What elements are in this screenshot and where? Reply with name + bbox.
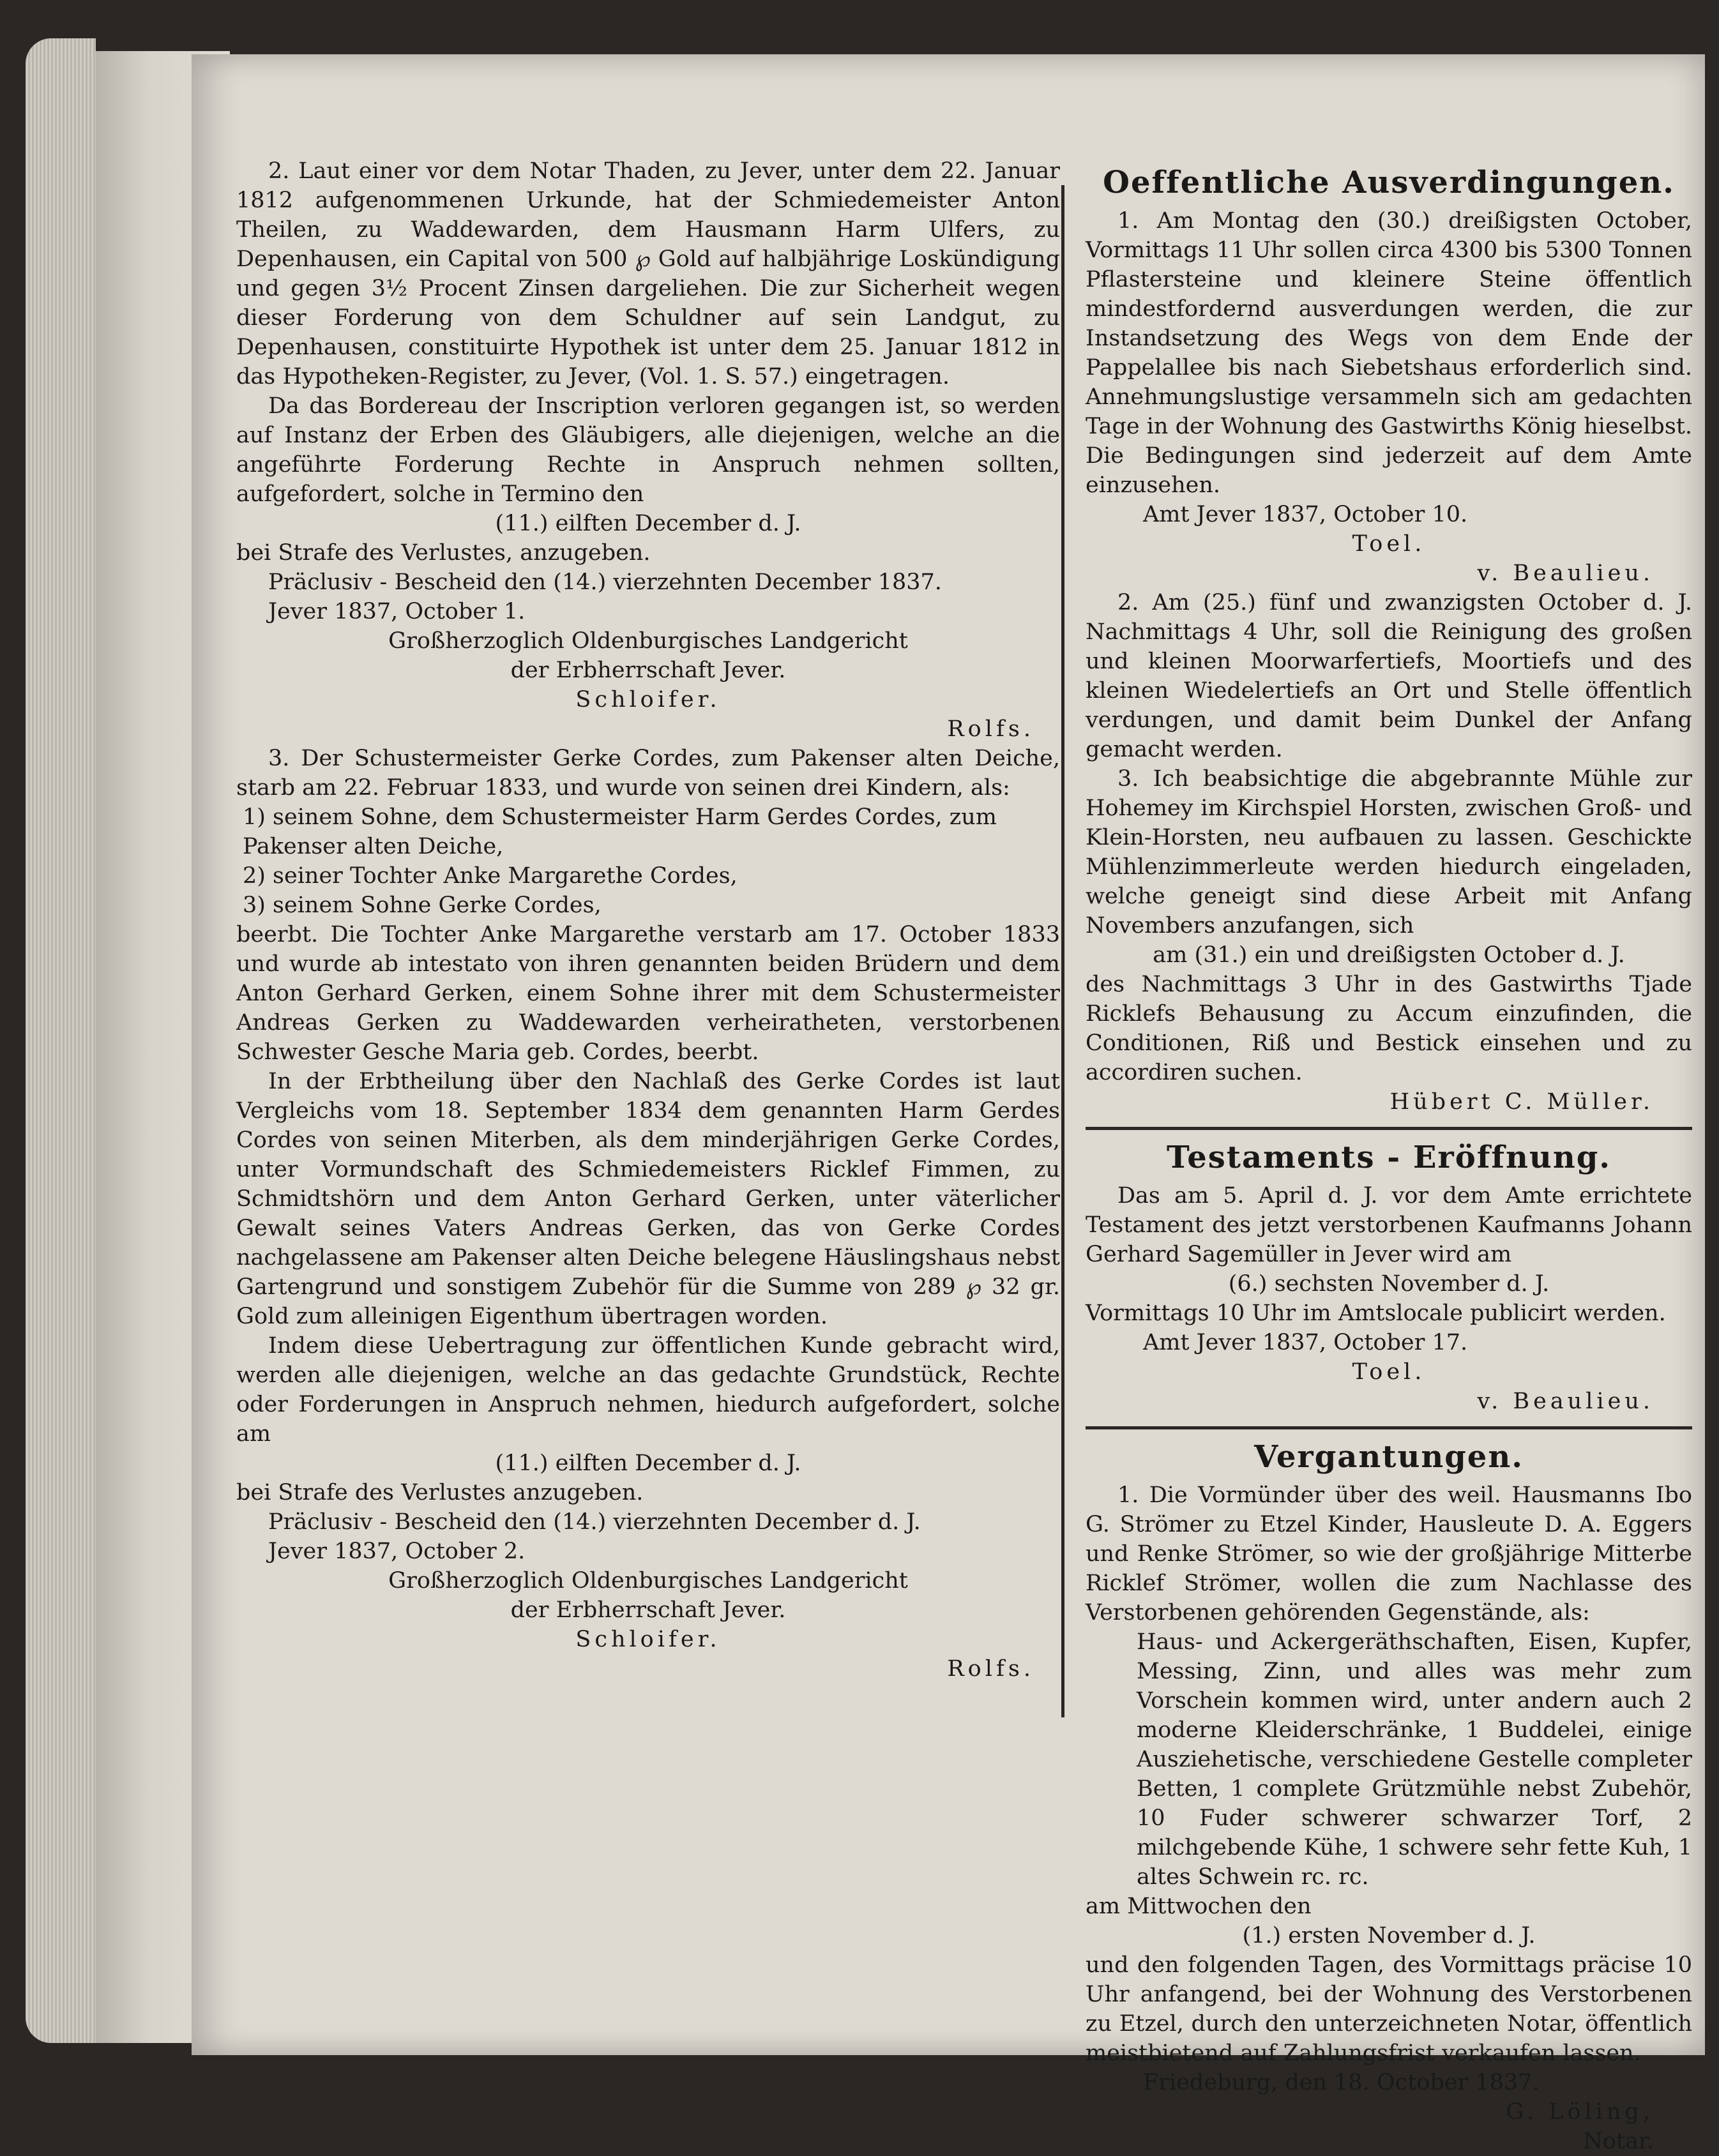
section-heading-vergantungen: Vergantungen. (1254, 1439, 1524, 1475)
notice-3-body: beerbt. Die Tochter Anke Margarethe verstarb am 17. October 1833 und wurde ab intestato von ihren genannten beiden Brüdern und dem Anton Gerhard Gerken, einem Sohne ihrer mit dem Schustermeister Andreas Gerken zu Waddewarden verheiratheten, verstorbenen Schwester Gesche Maria geb. Cordes, beerbt. (236, 922, 1060, 1065)
vergantung-signature-title: Notar. (1583, 2129, 1654, 2154)
section-divider (1086, 1426, 1692, 1429)
notice-3-praeclusiv: Präclusiv - Bescheid den (14.) vierzehnten December d. J. (268, 1509, 921, 1535)
notice-3-termin: (11.) eilften December d. J. (495, 1451, 801, 1476)
notice-3-item-2: 2) seiner Tochter Anke Margarethe Cordes, (243, 863, 738, 889)
notice-2-body2: Da das Bordereau der Inscription verloren gegangen ist, so werden auf Instanz der Erben des Gläubigers, alle diejenigen, welche an die angeführte Forderung Rechte in Anspruch nehmen sollten, aufgefordert, solche in Termino den (236, 393, 1060, 507)
testament-body: Das am 5. April d. J. vor dem Amte errichtete Testament des jetzt verstorbenen Kaufmanns Johann Gerhard Sagemüller in Jever wird am (1086, 1183, 1692, 1267)
notice-3 (236, 744, 1060, 1684)
notice-2 (236, 156, 1060, 744)
ausverdingung-item-3-termin: am (31.) ein und dreißigsten October d. J. (1153, 942, 1625, 968)
section-heading-ausverdingungen: Oeffentliche Ausverdingungen. (1103, 165, 1675, 200)
vergantung-signature: G. Löling, (1506, 2099, 1654, 2125)
notice-2-court-line1: Großherzoglich Oldenburgisches Landgericht (388, 628, 908, 654)
testament-date: Amt Jever 1837, October 17. (1143, 1330, 1468, 1355)
notice-3-intro: 3. Der Schustermeister Gerke Cordes, zum Pakenser alten Deiche, starb am 22. Februar 1833, und wurde von seinen drei Kindern, als: (236, 746, 1060, 801)
notice-3-signature-2: Rolfs. (947, 1656, 1034, 1682)
ausverdingung-item-3-signature: Hübert C. Müller. (1390, 1089, 1654, 1115)
notice-2-termin: (11.) eilften December d. J. (495, 511, 801, 536)
vergantung-termin: (1.) ersten November d. J. (1242, 1923, 1536, 1949)
notice-3-court-line2: der Erbherrschaft Jever. (510, 1597, 786, 1623)
notice-3-penalty: bei Strafe des Verlustes anzugeben. (236, 1480, 644, 1505)
column-divider (1061, 185, 1064, 1717)
testament-cont: Vormittags 10 Uhr im Amtslocale publicirt werden. (1086, 1300, 1666, 1326)
ausverdingung-item-3-cont: des Nachmittags 3 Uhr in des Gastwirths Tjade Ricklefs Behausung zu Accum einzufinden, die Conditionen, Riß und Bestick einsehen und zu accordiren suchen. (1086, 972, 1692, 1085)
vergantung-am: am Mittwochen den (1086, 1894, 1312, 1919)
notice-2-signature-1: Schloifer. (575, 687, 721, 712)
notice-2-date: Jever 1837, October 1. (268, 599, 526, 624)
left-column (236, 156, 1060, 1684)
vergantung-body: 1. Die Vormünder über des weil. Hausmanns Ibo G. Strömer zu Etzel Kinder, Hausleute D. A. Eggers und Renke Strömer, so wie der großjährige Mitterbe Ricklef Strömer, wollen die zum Nachlasse des Verstorbenen gehörenden Gegenstände, als: (1086, 1482, 1692, 1625)
ausverdingung-item-1-date: Amt Jever 1837, October 10. (1143, 502, 1468, 527)
section-divider (1086, 1127, 1692, 1130)
right-column (1086, 156, 1692, 2156)
ausverdingung-item-1: 1. Am Montag den (30.) dreißigsten October, Vormittags 11 Uhr sollen circa 4300 bis 5300 Tonnen Pflastersteine und kleinere Steine öffentlich mindestfordernd ausverdungen werden, die zur Instandsetzung des Wegs von dem Ende der Pappelallee bis nach Siebetshaus erforderlich sind. Annehmungslustige versammeln sich am gedachten Tage in der Wohnung des Gastwirths König hieselbst. Die Bedingungen sind jederzeit auf dem Amte einzusehen. (1086, 208, 1692, 498)
notice-3-date: Jever 1837, October 2. (268, 1539, 526, 1564)
notice-3-signature-1: Schloifer. (575, 1627, 721, 1652)
testament-signature-2: v. Beaulieu. (1477, 1389, 1654, 1414)
notice-2-signature-2: Rolfs. (947, 716, 1034, 742)
book-edge (26, 38, 96, 2043)
notice-2-court-line2: der Erbherrschaft Jever. (510, 658, 786, 683)
ausverdingung-item-2: 2. Am (25.) fünf und zwanzigsten October d. J. Nachmittags 4 Uhr, soll die Reinigung des großen und kleinen Moorwarfertiefs, Moortiefs und des kleinen Wiedelertiefs an Ort und Stelle öffentlich verdungen, und damit beim Dunkel der Anfang gemacht werden. (1086, 590, 1692, 762)
notice-3-body2: In der Erbtheilung über den Nachlaß des Gerke Cordes ist laut Vergleichs vom 18. September 1834 dem genannten Harm Gerdes Cordes von seinen Miterben, als dem minderjährigen Gerke Cordes, unter Vormundschaft des Schmiedemeisters Ricklef Fimmen, zu Schmidtshörn und dem Anton Gerhard Gerken, unter väterlicher Gewalt seines Vaters Andreas Gerken, das von Gerke Cordes nachgelassene am Pakenser alten Deiche belegene Häuslingshaus nebst Gartengrund und sonstigem Zubehör für die Summe von 289 ℘ 32 gr. Gold zum alleinigen Eigenthum übertragen worden. (236, 1069, 1060, 1329)
vergantung-cont: und den folgenden Tagen, des Vormittags präcise 10 Uhr anfangend, bei der Wohnung des Verstorbenen zu Etzel, durch den unterzeichneten Notar, öffentlich meistbietend auf Zahlungsfrist verkaufen lassen. (1086, 1952, 1692, 2066)
vergantung-items: Haus- und Ackergeräthschaften, Eisen, Kupfer, Messing, Zinn, und alles was mehr zum Vorschein kommen wird, unter andern auch 2 moderne Kleiderschränke, 1 Buddelei, einige Ausziehetische, verschiedene Gestelle completer Betten, 1 complete Grützmühle nebst Zubehör, 10 Fuder schwerer schwarzer Torf, 2 milchgebende Kühe, 1 schwere sehr fette Kuh, 1 altes Schwein rc. rc. (1137, 1629, 1692, 1890)
notice-3-body3: Indem diese Uebertragung zur öffentlichen Kunde gebracht wird, werden alle diejenigen, welche an das gedachte Grundstück, Rechte oder Forderungen in Anspruch nehmen, hiedurch aufgefordert, solche am (236, 1333, 1060, 1447)
ausverdingung-item-3: 3. Ich beabsichtige die abgebrannte Mühle zur Hohemey im Kirchspiel Horsten, zwischen Groß- und Klein-Horsten, neu aufbauen zu lassen. Geschickte Mühlenzimmerleute werden hiedurch eingeladen, welche geneigt sind diese Arbeit mit Anfang Novembers anzufangen, sich (1086, 766, 1692, 939)
ausverdingung-item-1-signature-2: v. Beaulieu. (1477, 561, 1654, 586)
notice-3-item-1: 1) seinem Sohne, dem Schustermeister Harm Gerdes Cordes, zum Pakenser alten Deiche, (243, 804, 997, 859)
notice-2-praeclusiv: Präclusiv - Bescheid den (14.) vierzehnten December 1837. (268, 569, 942, 595)
testament-termin: (6.) sechsten November d. J. (1228, 1271, 1550, 1297)
vergantung-date: Friedeburg, den 18. October 1837. (1143, 2070, 1540, 2095)
notice-2-body: 2. Laut einer vor dem Notar Thaden, zu Jever, unter dem 22. Januar 1812 aufgenommenen Urkunde, hat der Schmiedemeister Anton Theilen, zu Waddewarden, dem Hausmann Harm Ulfers, zu Depenhausen, ein Capital von 500 ℘ Gold auf halbjährige Loskündigung und gegen 3½ Procent Zinsen dargeliehen. Die zur Sicherheit wegen dieser Forderung von dem Schuldner auf sein Landgut, zu Depenhausen, constituirte Hypothek ist unter dem 25. Januar 1812 in das Hypotheken-Register, zu Jever, (Vol. 1. S. 57.) eingetragen. (236, 158, 1060, 389)
notice-2-penalty: bei Strafe des Verlustes, anzugeben. (236, 540, 651, 566)
section-heading-testament: Testaments - Eröffnung. (1167, 1140, 1611, 1175)
notice-3-item-3: 3) seinem Sohne Gerke Cordes, (243, 893, 602, 918)
ausverdingung-item-1-signature-1: Toel. (1352, 531, 1426, 557)
notice-3-court-line1: Großherzoglich Oldenburgisches Landgericht (388, 1568, 908, 1594)
testament-signature-1: Toel. (1352, 1359, 1426, 1385)
